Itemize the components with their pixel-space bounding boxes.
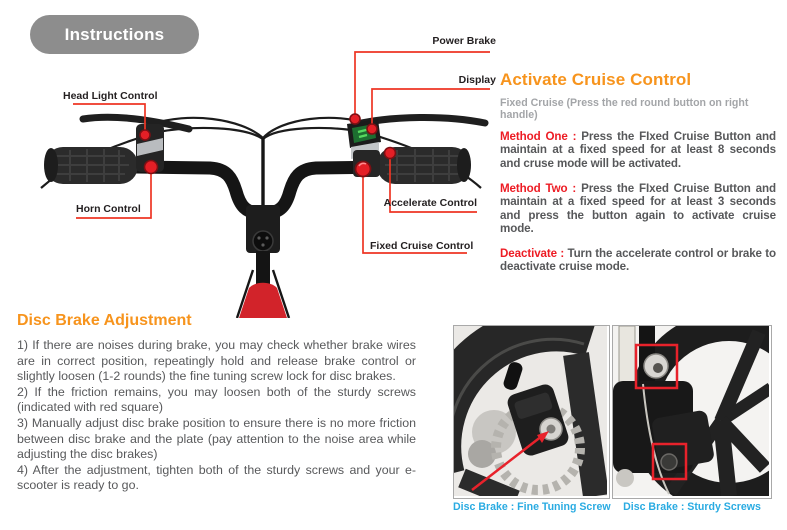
disc-brake-section: [17, 312, 416, 494]
label-accelerate-control: Accelerate Control: [383, 197, 477, 209]
horn-button-marker: [145, 161, 158, 174]
instructions-badge: Instructions: [30, 15, 199, 54]
deactivate-lead: Deactivate :: [500, 246, 565, 260]
cruise-control-section: [500, 70, 776, 285]
caption-sturdy-screws: Disc Brake : Sturdy Screws: [623, 501, 761, 513]
fine-tuning-screw-illustration: [454, 326, 607, 496]
method-one-paragraph: [500, 130, 776, 170]
disc-step-3: 3) Manually adjust disc brake position to ensure there is no more friction between disc brake and the plate (pay attention to the noise area while adjusting the disc brakes): [17, 415, 416, 462]
deactivate-body: Turn the accelerate control or brake to deactivate cruise mode.: [500, 246, 776, 274]
handlebar-illustration: [25, 28, 495, 318]
photo-fine-tuning-screw: [453, 325, 610, 499]
cruise-section-title: Activate Cruise Control: [500, 70, 692, 89]
method-two-lead: Method Two :: [500, 181, 577, 195]
method-two-paragraph: [500, 182, 776, 236]
disc-step-4: 4) After the adjustment, tighten both of the sturdy screws and your e-scooter is ready to go.: [17, 462, 416, 493]
accelerate-button-marker: [385, 148, 396, 159]
label-head-light-control: Head Light Control: [63, 90, 158, 102]
method-one-lead: Method One :: [500, 130, 577, 143]
caption-fine-tuning-screw: Disc Brake : Fine Tuning Screw: [453, 501, 611, 513]
display-button-marker: [367, 124, 377, 134]
disc-step-2: 2) If the friction remains, you may loosen both of the sturdy screws (indicated with red square): [17, 384, 416, 415]
method-one-body: Press the FIxed Cruise Button and maintain at a fixed speed for at least 8 seconds and cruse mode will be activated.: [500, 130, 776, 170]
method-two-body: Press the FIxed Cruise Button and maintain at a fixed speed for at least 3 seconds and press the button again to activate cruise mode.: [500, 181, 776, 235]
photo-sturdy-screws: [612, 325, 772, 499]
label-display: Display: [458, 74, 496, 86]
cruise-section-subtitle: Fixed Cruise (Press the red round button on right handle): [500, 97, 749, 121]
power-brake-button-marker: [350, 114, 360, 124]
sturdy-screws-illustration: [613, 326, 769, 496]
label-fixed-cruise-control: Fixed Cruise Control: [370, 240, 474, 252]
sturdy-screw-bottom: [661, 454, 677, 470]
deactivate-paragraph: [500, 247, 776, 274]
disc-section-title: Disc Brake Adjustment: [17, 312, 192, 329]
label-horn-control: Horn Control: [76, 203, 141, 215]
disc-step-1: 1) If there are noises during brake, you may check whether brake wires are in correct position, repeatingly hold and release brake control or slightly loosen (1-2 rounds) the fine tuning screw lock for disc brakes.: [17, 338, 416, 384]
cable: [158, 128, 263, 139]
label-power-brake: Power Brake: [432, 35, 496, 47]
head-light-button-marker: [140, 130, 150, 140]
left-grip: [44, 147, 138, 184]
handlebar-diagram: [25, 28, 495, 318]
